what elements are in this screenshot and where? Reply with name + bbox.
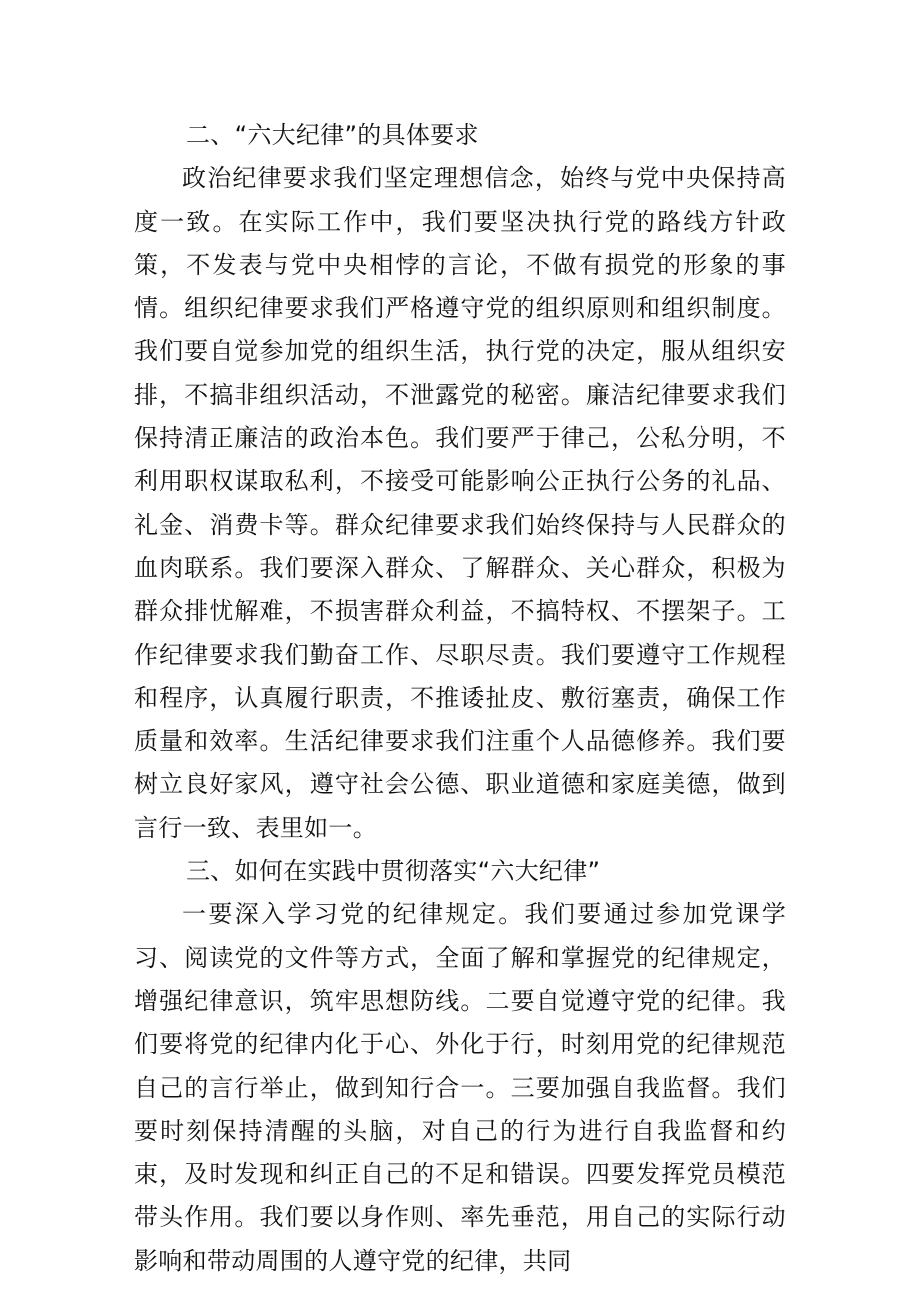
section-three-heading: 三、如何在实践中贯彻落实“六大纪律”	[186, 857, 601, 886]
section-two-heading: 二、“六大纪律”的具体要求	[186, 121, 479, 149]
document-body	[134, 114, 786, 1283]
section-two-paragraph: 政治纪律要求我们坚定理想信念，始终与党中央保持高度一致。在实际工作中，我们要坚决执行党的路线方针政策，不发表与党中央相悖的言论，不做有损党的形象的事情。组织纪律要求我们严格遵守党的组织原则和组织制度。我们要自觉参加党的组织生活，执行党的决定，服从组织安排，不搞非组织活动，不泄露党的秘密。廉洁纪律要求我们保持清正廉洁的政治本色。我们要严于律己，公私分明，不利用职权谋取私利，不接受可能影响公正执行公务的礼品、礼金、消费卡等。群众纪律要求我们始终保持与人民群众的血肉联系。我们要深入群众、了解群众、关心群众，积极为群众排忧解难，不损害群众利益，不搞特权、不摆架子。工作纪律要求我们勤奋工作、尽职尽责。我们要遵守工作规程和程序，认真履行职责，不推诿扯皮、敷衍塞责，确保工作质量和效率。生活纪律要求我们注重个人品德修养。我们要树立良好家风，遵守社会公德、职业道德和家庭美德，做到言行一致、表里如一。	[134, 164, 786, 842]
section-three-paragraph: 一要深入学习党的纪律规定。我们要通过参加党课学习、阅读党的文件等方式，全面了解和掌握党的纪律规定，增强纪律意识，筑牢思想防线。二要自觉遵守党的纪律。我们要将党的纪律内化于心、外化于行，时刻用党的纪律规范自己的言行举止，做到知行合一。三要加强自我监督。我们要时刻保持清醒的头脑，对自己的行为进行自我监督和约束，及时发现和纠正自己的不足和错误。四要发挥党员模范带头作用。我们要以身作则、率先垂范，用自己的实际行动影响和带动周围的人遵守党的纪律，共同	[134, 900, 786, 1275]
